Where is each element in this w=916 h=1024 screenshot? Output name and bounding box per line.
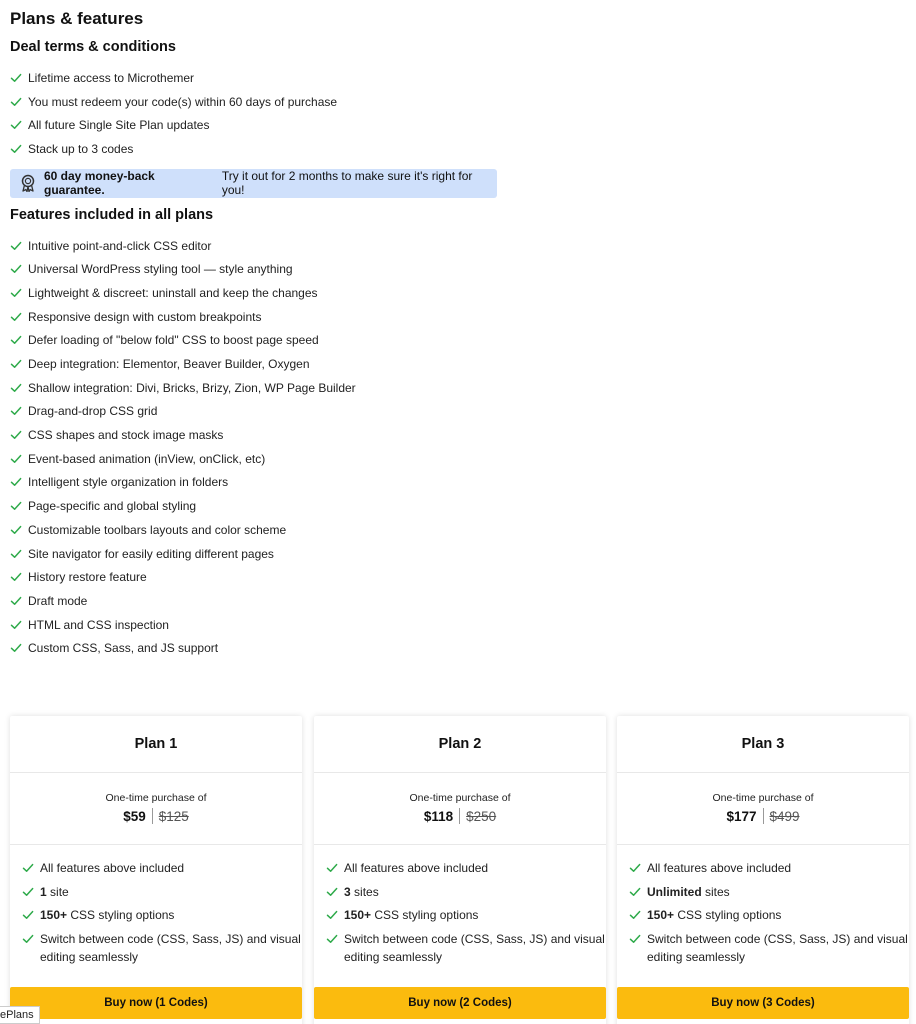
plan-feature-text bbox=[40, 906, 174, 924]
checkmark-icon bbox=[10, 595, 22, 607]
features-list bbox=[10, 234, 906, 660]
list-item-text: HTML and CSS inspection bbox=[28, 617, 169, 632]
list-item bbox=[10, 329, 906, 353]
checkmark-icon bbox=[10, 500, 22, 512]
plan-feature-bold: 1 bbox=[40, 884, 47, 899]
plan-feature-bold: 150+ bbox=[40, 908, 68, 923]
plan-feature-bold: Unlimited bbox=[647, 884, 702, 899]
price-divider bbox=[763, 808, 764, 824]
list-item bbox=[10, 281, 906, 305]
checkmark-icon bbox=[10, 429, 22, 441]
plan-feature-text: Switch between code (CSS, Sass, JS) and visual editing seamlessly bbox=[40, 932, 301, 965]
checkmark-icon bbox=[10, 382, 22, 394]
checkmark-icon bbox=[10, 571, 22, 583]
checkmark-icon bbox=[10, 311, 22, 323]
list-item bbox=[10, 447, 906, 471]
price-divider bbox=[152, 808, 153, 824]
purchase-label: One-time purchase of bbox=[409, 792, 511, 804]
plan-feature-text: Switch between code (CSS, Sass, JS) and visual editing seamlessly bbox=[344, 932, 605, 965]
terms-list bbox=[10, 66, 906, 161]
checkmark-icon bbox=[10, 143, 22, 155]
checkmark-icon bbox=[629, 909, 641, 921]
original-price: $125 bbox=[158, 808, 189, 824]
checkmark-icon bbox=[10, 287, 22, 299]
plan-feature-text bbox=[344, 906, 478, 924]
plan-feature-rest: sites bbox=[701, 884, 730, 899]
plan-price-block bbox=[617, 773, 909, 845]
list-item bbox=[10, 234, 906, 258]
plan-feature-text bbox=[344, 883, 379, 901]
plan-price-block bbox=[10, 773, 302, 845]
plan-feature-bold: 150+ bbox=[647, 908, 675, 923]
page-title: Plans & features bbox=[10, 9, 144, 28]
list-item bbox=[10, 400, 906, 424]
list-item bbox=[10, 90, 906, 114]
plan-feature-text: Switch between code (CSS, Sass, JS) and visual editing seamlessly bbox=[647, 932, 908, 965]
checkmark-icon bbox=[22, 862, 34, 874]
plan-name: Plan 3 bbox=[617, 716, 909, 773]
plan-feature bbox=[629, 906, 909, 924]
list-item bbox=[10, 113, 906, 137]
plan-card bbox=[314, 716, 606, 1024]
plan-feature bbox=[326, 883, 606, 901]
plan-feature-rest: CSS styling options bbox=[67, 908, 175, 923]
list-item-text: Stack up to 3 codes bbox=[28, 141, 134, 156]
plan-feature-rest: CSS styling options bbox=[371, 908, 479, 923]
plan-feature-rest: site bbox=[46, 884, 69, 899]
checkmark-icon bbox=[10, 524, 22, 536]
checkmark-icon bbox=[629, 862, 641, 874]
guarantee-banner bbox=[10, 169, 497, 198]
original-price: $499 bbox=[769, 808, 800, 824]
checkmark-icon bbox=[326, 909, 338, 921]
price-divider bbox=[459, 808, 460, 824]
checkmark-icon bbox=[10, 476, 22, 488]
list-item-text: Draft mode bbox=[28, 593, 88, 608]
list-item-text: Drag-and-drop CSS grid bbox=[28, 404, 158, 419]
checkmark-icon bbox=[10, 453, 22, 465]
plan-feature-bold: 3 bbox=[344, 884, 351, 899]
plan-name: Plan 1 bbox=[10, 716, 302, 773]
list-item bbox=[10, 423, 906, 447]
plan-feature-bold: 150+ bbox=[344, 908, 372, 923]
checkmark-icon bbox=[10, 240, 22, 252]
plans-section bbox=[10, 716, 910, 1024]
plan-feature bbox=[22, 930, 302, 966]
plan-feature bbox=[22, 883, 302, 901]
plan-feature-text: All features above included bbox=[40, 861, 185, 875]
plan-feature bbox=[326, 930, 606, 966]
purchase-label: One-time purchase of bbox=[712, 792, 814, 804]
checkmark-icon bbox=[10, 96, 22, 108]
plan-card bbox=[10, 716, 302, 1024]
plan-name: Plan 2 bbox=[314, 716, 606, 773]
current-price: $59 bbox=[123, 808, 146, 824]
price-row bbox=[617, 808, 909, 824]
plan-card bbox=[617, 716, 909, 1024]
guarantee-text: Try it out for 2 months to make sure it's right for you! bbox=[221, 169, 473, 198]
list-item bbox=[10, 518, 906, 542]
plan-features bbox=[617, 845, 909, 966]
checkmark-icon bbox=[629, 933, 641, 945]
list-item-text: Universal WordPress styling tool — style anything bbox=[28, 262, 293, 277]
list-item-text: Event-based animation (inView, onClick, etc) bbox=[28, 451, 266, 466]
features-heading: Features included in all plans bbox=[10, 206, 214, 223]
checkmark-icon bbox=[22, 886, 34, 898]
plan-feature bbox=[326, 859, 606, 877]
plan-feature bbox=[629, 930, 909, 966]
checkmark-icon bbox=[10, 405, 22, 417]
plan-feature-text bbox=[40, 883, 69, 901]
list-item-text: Customizable toolbars layouts and color scheme bbox=[28, 522, 287, 537]
checkmark-icon bbox=[326, 886, 338, 898]
plan-features bbox=[314, 845, 606, 966]
plan-feature-text bbox=[647, 883, 730, 901]
list-item bbox=[10, 542, 906, 566]
buy-now-button[interactable]: Buy now (1 Codes) bbox=[10, 987, 302, 1019]
checkmark-icon bbox=[22, 909, 34, 921]
buy-now-button[interactable]: Buy now (3 Codes) bbox=[617, 987, 909, 1019]
terms-heading: Deal terms & conditions bbox=[10, 39, 176, 55]
checkmark-icon bbox=[10, 548, 22, 560]
guarantee-bold: 60 day money-back guarantee. bbox=[44, 169, 155, 198]
list-item-text: You must redeem your code(s) within 60 days of purchase bbox=[28, 94, 338, 109]
plan-feature bbox=[629, 859, 909, 877]
buy-now-button[interactable]: Buy now (2 Codes) bbox=[314, 987, 606, 1019]
list-item-text: Intuitive point-and-click CSS editor bbox=[28, 238, 212, 253]
list-item-text: History restore feature bbox=[28, 570, 147, 585]
award-badge-icon bbox=[20, 174, 36, 192]
plan-feature-text bbox=[647, 906, 781, 924]
original-price: $250 bbox=[466, 808, 497, 824]
checkmark-icon bbox=[10, 642, 22, 654]
tooltip: ePlans bbox=[0, 1006, 40, 1024]
list-item-text: Deep integration: Elementor, Beaver Builder, Oxygen bbox=[28, 357, 310, 372]
list-item bbox=[10, 565, 906, 589]
plan-feature bbox=[22, 906, 302, 924]
checkmark-icon bbox=[10, 119, 22, 131]
plan-feature bbox=[629, 883, 909, 901]
price-row bbox=[10, 808, 302, 824]
list-item-text: Intelligent style organization in folders bbox=[28, 475, 229, 490]
checkmark-icon bbox=[326, 933, 338, 945]
plan-feature bbox=[326, 906, 606, 924]
plan-feature-text: All features above included bbox=[647, 861, 792, 875]
plan-features bbox=[10, 845, 302, 966]
list-item-text: Lightweight & discreet: uninstall and keep the changes bbox=[28, 285, 318, 300]
purchase-label: One-time purchase of bbox=[105, 792, 207, 804]
list-item-text: Custom CSS, Sass, and JS support bbox=[28, 641, 219, 656]
plan-feature-rest: CSS styling options bbox=[674, 908, 782, 923]
checkmark-icon bbox=[10, 619, 22, 631]
plan-feature bbox=[22, 859, 302, 877]
list-item-text: Lifetime access to Microthemer bbox=[28, 70, 195, 85]
current-price: $177 bbox=[726, 808, 757, 824]
price-row bbox=[314, 808, 606, 824]
list-item bbox=[10, 352, 906, 376]
current-price: $118 bbox=[423, 808, 454, 824]
checkmark-icon bbox=[10, 334, 22, 346]
list-item-text: All future Single Site Plan updates bbox=[28, 118, 210, 133]
list-item-text: Page-specific and global styling bbox=[28, 499, 197, 514]
list-item bbox=[10, 257, 906, 281]
plan-feature-rest: sites bbox=[350, 884, 379, 899]
list-item bbox=[10, 613, 906, 637]
list-item-text: CSS shapes and stock image masks bbox=[28, 428, 224, 443]
list-item bbox=[10, 636, 906, 660]
checkmark-icon bbox=[10, 72, 22, 84]
list-item bbox=[10, 494, 906, 518]
checkmark-icon bbox=[10, 263, 22, 275]
list-item-text: Defer loading of "below fold" CSS to boost page speed bbox=[28, 333, 319, 348]
list-item bbox=[10, 376, 906, 400]
list-item bbox=[10, 471, 906, 495]
list-item bbox=[10, 305, 906, 329]
plan-feature-text: All features above included bbox=[344, 861, 489, 875]
checkmark-icon bbox=[629, 886, 641, 898]
list-item bbox=[10, 589, 906, 613]
list-item-text: Shallow integration: Divi, Bricks, Brizy, Zion, WP Page Builder bbox=[28, 380, 356, 395]
checkmark-icon bbox=[22, 933, 34, 945]
plan-price-block bbox=[314, 773, 606, 845]
list-item-text: Site navigator for easily editing different pages bbox=[28, 546, 274, 561]
checkmark-icon bbox=[10, 358, 22, 370]
list-item-text: Responsive design with custom breakpoints bbox=[28, 309, 262, 324]
list-item bbox=[10, 137, 906, 161]
list-item bbox=[10, 66, 906, 90]
checkmark-icon bbox=[326, 862, 338, 874]
